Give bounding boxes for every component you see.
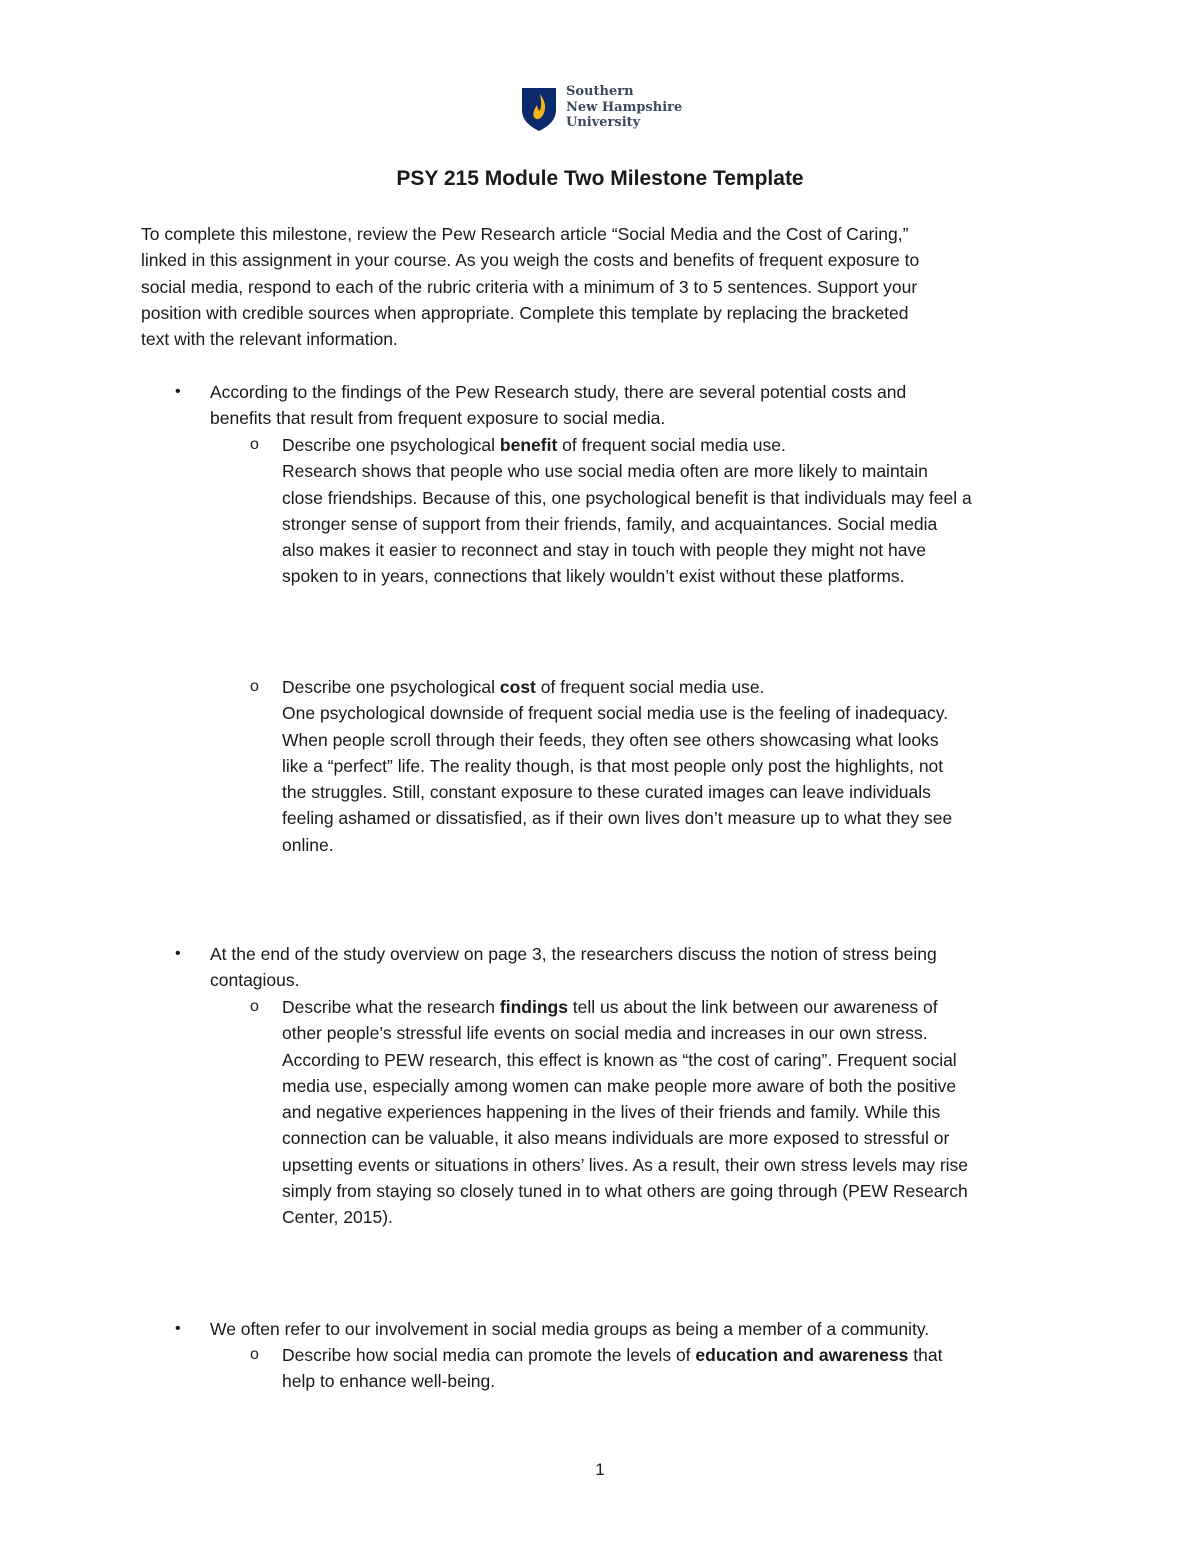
bullet-icon: • [175,383,181,400]
prompt-text: Describe what the research [282,997,500,1017]
prompt-keyword: cost [499,677,536,697]
university-logo [520,84,690,134]
prompt-text: tell us about the link between our awareness of [567,997,938,1017]
answer-line: and negative experiences happening in the lives of their friends and family. While this [282,1102,941,1123]
section-3-text [210,1316,1070,1342]
prompt-text: Describe how social media can promote the levels of [282,1345,696,1365]
prompt-text: Describe one psychological [282,435,500,455]
answer-line: upsetting events or situations in others’ lives. As a result, their own stress levels may rise [282,1154,969,1175]
bullet-icon: • [175,1320,181,1337]
logo-line: Southern [566,84,634,99]
section-line: We often refer to our involvement in social media groups as being a member of a community. [210,1319,930,1339]
intro-line: position with credible sources when appropriate. Complete this template by replacing the bracketed [141,302,909,323]
answer-line: like a “perfect” life. The reality though, is that most people only post the highlights, not [282,755,944,776]
shield-flame-icon [520,86,558,132]
answer-line: Center, 2015). [282,1207,393,1228]
answer-line: close friendships. Because of this, one psychological benefit is that individuals may feel a [282,487,972,508]
answer-line: One psychological downside of frequent social media use is the feeling of inadequacy. [282,703,949,724]
section-1-text [210,379,1070,432]
sub-bullet-icon: o [250,678,259,695]
answer-line: other people’s stressful life events on social media and increases in our own stress. [282,1023,928,1044]
answer-line: Research shows that people who use social media often are more likely to maintain [282,461,928,482]
section-line: benefits that result from frequent exposure to social media. [210,408,666,429]
answer-line: stronger sense of support from their friends, family, and acquaintances. Social media [282,513,938,534]
intro-line: social media, respond to each of the rubric criteria with a minimum of 3 to 5 sentences. Support your [141,276,918,297]
prompt-text: of frequent social media use. [535,677,765,697]
answer-line: feeling ashamed or dissatisfied, as if their own lives don’t measure up to what they see [282,808,953,829]
answer-line: connection can be valuable, it also means individuals are more exposed to stressful or [282,1128,950,1149]
intro-line: text with the relevant information. [141,329,398,350]
page-number: 1 [595,1460,605,1479]
intro-line: To complete this milestone, review the Pew Research article “Social Media and the Cost of Caring,” [141,224,909,244]
bullet-icon: • [175,945,181,962]
prompt-text: that [908,1345,943,1365]
answer-line: spoken to in years, connections that likely wouldn’t exist without these platforms. [282,566,905,587]
findings-prompt [282,994,1082,1020]
cost-item [282,674,1082,858]
prompt-text: of frequent social media use. [557,435,786,455]
education-prompt [282,1342,1082,1368]
cost-prompt [282,674,1082,700]
answer-line: also makes it easier to reconnect and stay in touch with people they might not have [282,540,926,561]
section-line: At the end of the study overview on page 3, the researchers discuss the notion of stress being [210,944,937,964]
sub-bullet-icon: o [250,436,259,453]
prompt-keyword: education and awareness [695,1345,909,1365]
answer-line: the struggles. Still, constant exposure to these curated images can leave individuals [282,782,931,803]
section-line: According to the findings of the Pew Research study, there are several potential costs and [210,382,907,402]
logo-line: University [566,115,641,130]
sub-bullet-icon: o [250,1346,259,1363]
prompt-keyword: benefit [499,435,558,455]
section-line: contagious. [210,970,300,991]
education-item [282,1342,1082,1395]
answer-line: When people scroll through their feeds, they often see others showcasing what looks [282,729,939,750]
answer-line: help to enhance well-being. [282,1371,496,1392]
document-title: PSY 215 Module Two Milestone Template [396,167,804,190]
benefit-item [282,432,1082,590]
findings-item [282,994,1082,1231]
answer-line: simply from staying so closely tuned in to what others are going through (PEW Research [282,1181,968,1202]
benefit-prompt [282,432,1082,458]
intro-line: linked in this assignment in your course. As you weigh the costs and benefits of frequent exposure to [141,250,920,271]
prompt-text: Describe one psychological [282,677,500,697]
logo-line: New Hampshire [566,99,683,115]
logo-wordmark [566,84,682,131]
answer-line: According to PEW research, this effect is known as “the cost of caring”. Frequent social [282,1049,957,1070]
answer-line: online. [282,834,334,855]
answer-line: media use, especially among women can make people more aware of both the positive [282,1075,957,1096]
intro-paragraph [141,221,1061,352]
section-2-text [210,941,1070,994]
prompt-keyword: findings [499,997,568,1017]
sub-bullet-icon: o [250,998,259,1015]
